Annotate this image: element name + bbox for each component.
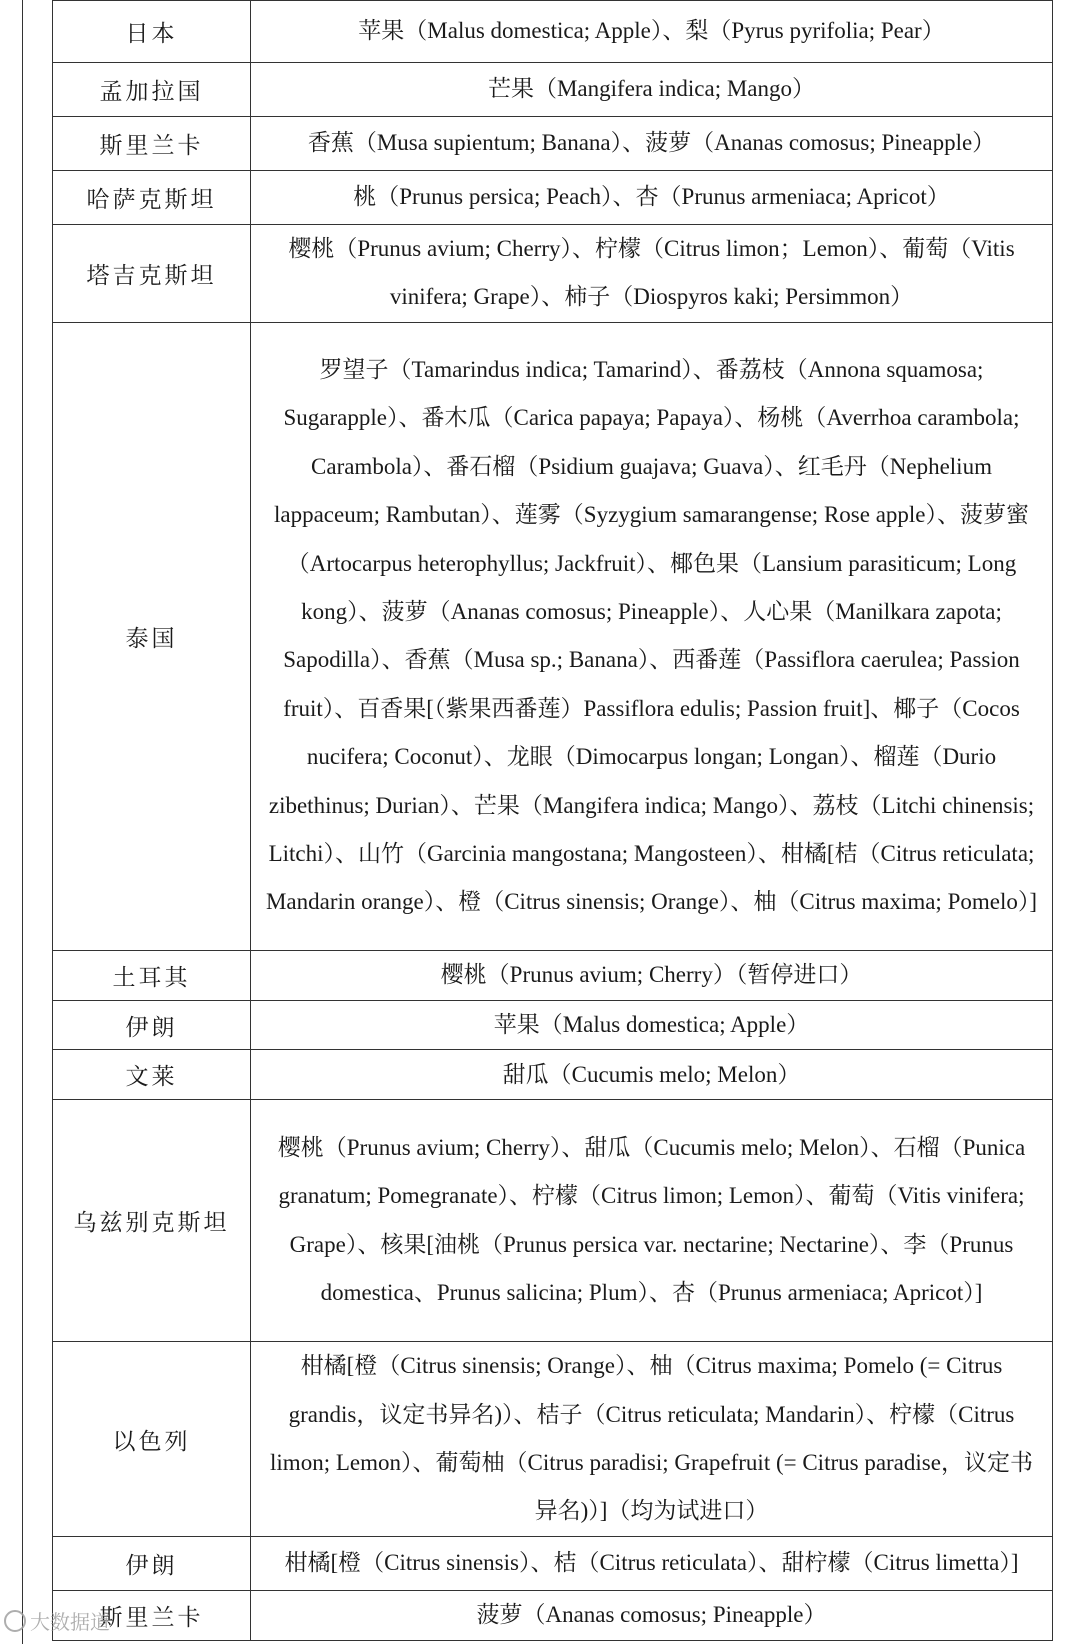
watermark-text: 大数据道 — [30, 1610, 110, 1634]
country-cell: 孟加拉国 — [53, 63, 251, 117]
table-row — [53, 225, 1053, 323]
fruits-cell: 樱桃（Prunus avium; Cherry）、柠檬（Citrus limon；Lemon）、葡萄（Vitis vinifera; Grape）、柿子（Diospyros kaki; Persimmon） — [251, 225, 1053, 323]
table-row — [53, 1590, 1053, 1640]
country-cell: 塔吉克斯坦 — [53, 225, 251, 323]
fruits-cell: 柑橘[橙（Citrus sinensis）、桔（Citrus reticulata）、甜柠檬（Citrus limetta）] — [251, 1536, 1053, 1590]
table-row — [53, 950, 1053, 1000]
country-cell: 日本 — [53, 1, 251, 63]
country-cell: 哈萨克斯坦 — [53, 171, 251, 225]
table-body — [53, 1, 1053, 1641]
fruits-cell: 甜瓜（Cucumis melo; Melon） — [251, 1050, 1053, 1100]
fruits-cell: 菠萝（Ananas comosus; Pineapple） — [251, 1590, 1053, 1640]
table-row — [53, 1050, 1053, 1100]
fruits-cell: 香蕉（Musa supientum; Banana）、菠萝（Ananas comosus; Pineapple） — [251, 117, 1053, 171]
fruits-cell: 桃（Prunus persica; Peach）、杏（Prunus armeniaca; Apricot） — [251, 171, 1053, 225]
country-cell: 伊朗 — [53, 1536, 251, 1590]
table-row — [53, 171, 1053, 225]
country-cell: 伊朗 — [53, 1000, 251, 1049]
country-cell: 斯里兰卡 — [53, 1590, 251, 1640]
fruits-cell: 苹果（Malus domestica; Apple）、梨（Pyrus pyrifolia; Pear） — [251, 1, 1053, 63]
table-row — [53, 322, 1053, 950]
fruits-cell: 柑橘[橙（Citrus sinensis; Orange）、柚（Citrus maxima; Pomelo (= Citrus grandis，议定书异名)）、桔子（Citrus reticulata; Mandarin）、柠檬（Citrus limon; Lemon）、葡萄柚（Citrus paradisi; Grapefruit (= Citrus paradise，议定书异名)）]（均为试进口） — [251, 1342, 1053, 1537]
country-cell: 以色列 — [53, 1342, 251, 1537]
table-row — [53, 117, 1053, 171]
fruits-cell: 罗望子（Tamarindus indica; Tamarind）、番荔枝（Annona squamosa; Sugarapple）、番木瓜（Carica papaya; Papaya）、杨桃（Averrhoa carambola; Carambola）、番石榴（Psidium guajava; Guava）、红毛丹（Nephelium lappaceum; Rambutan）、莲雾（Syzygium samarangense; Rose apple）、菠萝蜜（Artocarpus heterophyllus; Jackfruit）、椰色果（Lansium parasiticum; Long kong）、菠萝（Ananas comosus; Pineapple）、人心果（Manilkara zapota; Sapodilla）、香蕉（Musa sp.; Banana）、西番莲（Passiflora caerulea; Passion fruit）、百香果[（紫果西番莲）Passiflora edulis; Passion fruit]、椰子（Cocos nucifera; Coconut）、龙眼（Dimocarpus longan; Longan）、榴莲（Durio zibethinus; Durian）、芒果（Mangifera indica; Mango）、荔枝（Litchi chinensis; Litchi）、山竹（Garcinia mangostana; Mangosteen）、柑橘[桔（Citrus reticulata; Mandarin orange）、橙（Citrus sinensis; Orange）、柚（Citrus maxima; Pomelo）] — [251, 322, 1053, 950]
watermark — [4, 1606, 110, 1635]
watermark-logo-icon — [4, 1610, 26, 1632]
country-cell: 土耳其 — [53, 950, 251, 1000]
table-row — [53, 63, 1053, 117]
fruits-cell: 樱桃（Prunus avium; Cherry）（暂停进口） — [251, 950, 1053, 1000]
country-cell: 斯里兰卡 — [53, 117, 251, 171]
table-row — [53, 1000, 1053, 1049]
table-row — [53, 1, 1053, 63]
table-row — [53, 1536, 1053, 1590]
country-cell: 文莱 — [53, 1050, 251, 1100]
table-row — [53, 1100, 1053, 1342]
country-cell: 泰国 — [53, 322, 251, 950]
left-border-line — [22, 0, 23, 1644]
table-row — [53, 1342, 1053, 1537]
fruit-import-table — [52, 0, 1053, 1641]
country-cell: 乌兹别克斯坦 — [53, 1100, 251, 1342]
fruits-cell: 樱桃（Prunus avium; Cherry）、甜瓜（Cucumis melo; Melon）、石榴（Punica granatum; Pomegranate）、柠檬（Citrus limon; Lemon）、葡萄（Vitis vinifera; Grape）、核果[油桃（Prunus persica var. nectarine; Nectarine）、李（Prunus domestica、Prunus salicina; Plum）、杏（Prunus armeniaca; Apricot）] — [251, 1100, 1053, 1342]
fruits-cell: 芒果（Mangifera indica; Mango） — [251, 63, 1053, 117]
fruits-cell: 苹果（Malus domestica; Apple） — [251, 1000, 1053, 1049]
